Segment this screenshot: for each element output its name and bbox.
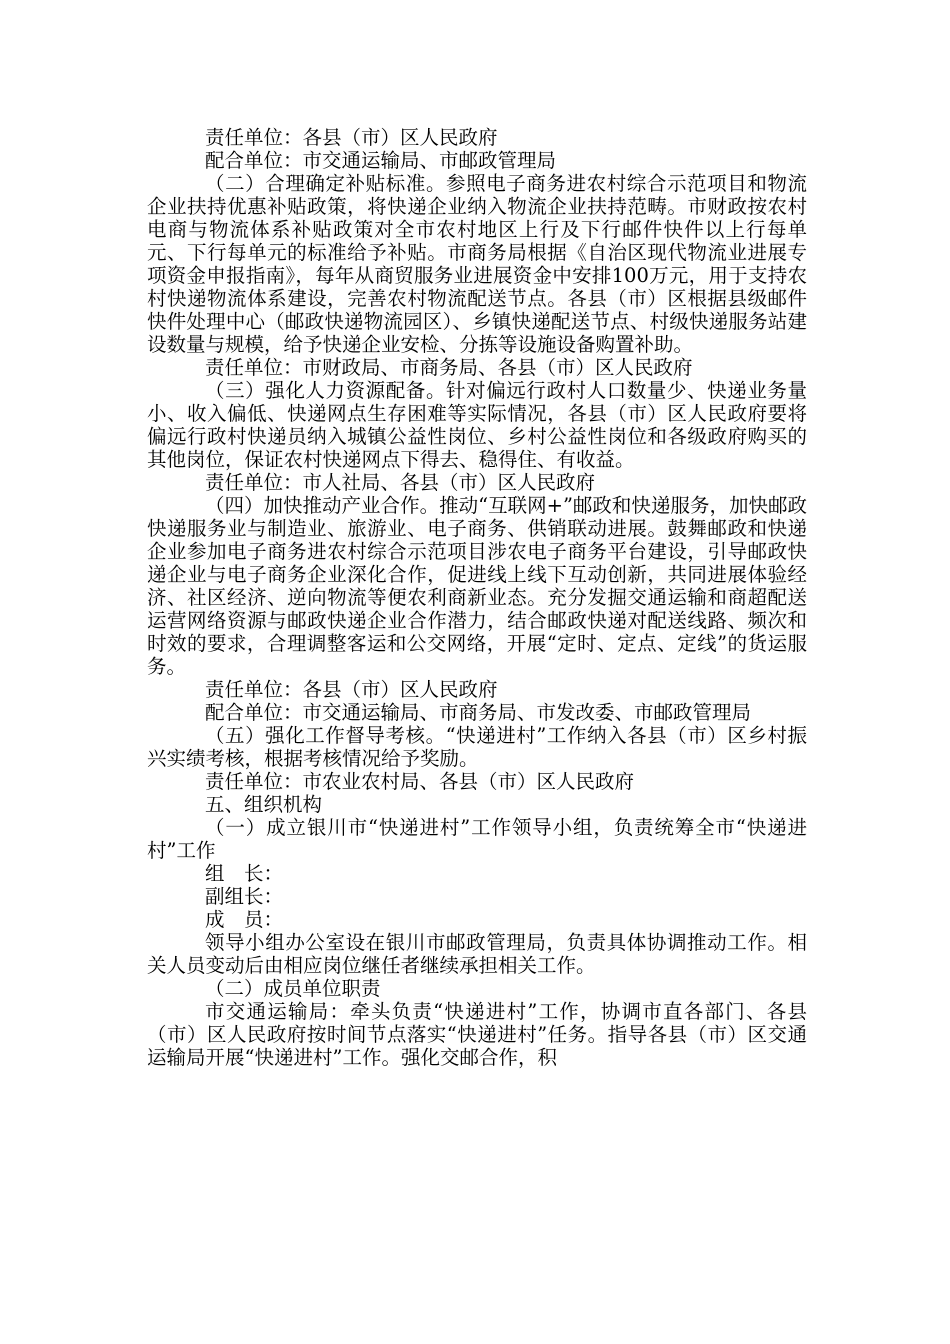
section-heading-organization: 五、组织机构 xyxy=(205,793,323,816)
paragraph-cooperating-unit-2: 配合单位：市交通运输局、市商务局、市发改委、市邮政管理局 xyxy=(205,701,752,724)
paragraph-transport-bureau-duties: 市交通运输局：牵头负责“快递进村”工作，协调市直各部门、各县（市）区人民政府按时间节点落实“快递进村”任务。指导各县（市）区交通运输局开展“快递进村”工作。强化交邮合作，积 xyxy=(147,1000,807,1069)
paragraph-leading-group: （一）成立银川市“快递进村”工作领导小组，负责统筹全市“快递进村”工作 xyxy=(147,816,807,862)
paragraph-office: 领导小组办公室设在银川市邮政管理局，负责具体协调推动工作。相关人员变动后由相应岗位继任者继续承担相关工作。 xyxy=(147,931,807,977)
paragraph-cooperating-unit-1: 配合单位：市交通运输局、市邮政管理局 xyxy=(205,149,557,172)
paragraph-responsible-unit-3: 责任单位：市人社局、各县（市）区人民政府 xyxy=(205,471,596,494)
paragraph-deputy-leader: 副组长： xyxy=(205,885,284,908)
paragraph-human-resources: （三）强化人力资源配备。针对偏远行政村人口数量少、快递业务量小、收入偏低、快递网点生存困难等实际情况，各县（市）区人民政府要将偏远行政村快递员纳入城镇公益性岗位、乡村公益性岗位和各级政府购买的其他岗位，保证农村快递网点下得去、稳得住、有收益。 xyxy=(147,379,807,471)
paragraph-responsible-unit-2: 责任单位：市财政局、市商务局、各县（市）区人民政府 xyxy=(205,356,693,379)
paragraph-responsible-unit-5: 责任单位：市农业农村局、各县（市）区人民政府 xyxy=(205,770,635,793)
paragraph-responsible-unit-4: 责任单位：各县（市）区人民政府 xyxy=(205,678,498,701)
document-body xyxy=(147,126,807,1069)
paragraph-members: 成 员： xyxy=(205,908,284,931)
paragraph-industry-cooperation: （四）加快推动产业合作。推动“互联网+”邮政和快递服务，加快邮政快递服务业与制造业、旅游业、电子商务、供销联动进展。鼓舞邮政和快递企业参加电子商务进农村综合示范项目涉农电子商务平台建设，引导邮政快递企业与电子商务企业深化合作，促进线上线下互动创新，共同进展体验经济、社区经济、逆向物流等便农利商新业态。充分发掘交通运输和商超配送运营网络资源与邮政快递企业合作潜力，结合邮政快递对配送线路、频次和时效的要求，合理调整客运和公交网络，开展“定时、定点、定线”的货运服务。 xyxy=(147,494,807,678)
paragraph-responsible-unit-1: 责任单位：各县（市）区人民政府 xyxy=(205,126,498,149)
paragraph-group-leader: 组 长： xyxy=(205,862,284,885)
paragraph-subsidy-standard: （二）合理确定补贴标准。参照电子商务进农村综合示范项目和物流企业扶持优惠补贴政策，将快递企业纳入物流企业扶持范畴。市财政按农村电商与物流体系补贴政策对全市农村地区上行及下行邮件快件以上行每单元、下行每单元的标准给予补贴。市商务局根据《自治区现代物流业进展专项资金申报指南》，每年从商贸服务业进展资金中安排100万元，用于支持农村快递物流体系建设，完善农村物流配送节点。各县（市）区根据县级邮件快件处理中心（邮政快递物流园区）、乡镇快递配送节点、村级快递服务站建设数量与规模，给予快递企业安检、分拣等设施设备购置补助。 xyxy=(147,172,807,356)
paragraph-supervision-assessment: （五）强化工作督导考核。“快递进村”工作纳入各县（市）区乡村振兴实绩考核，根据考核情况给予奖励。 xyxy=(147,724,807,770)
paragraph-member-duties-heading: （二）成员单位职责 xyxy=(205,977,381,1000)
